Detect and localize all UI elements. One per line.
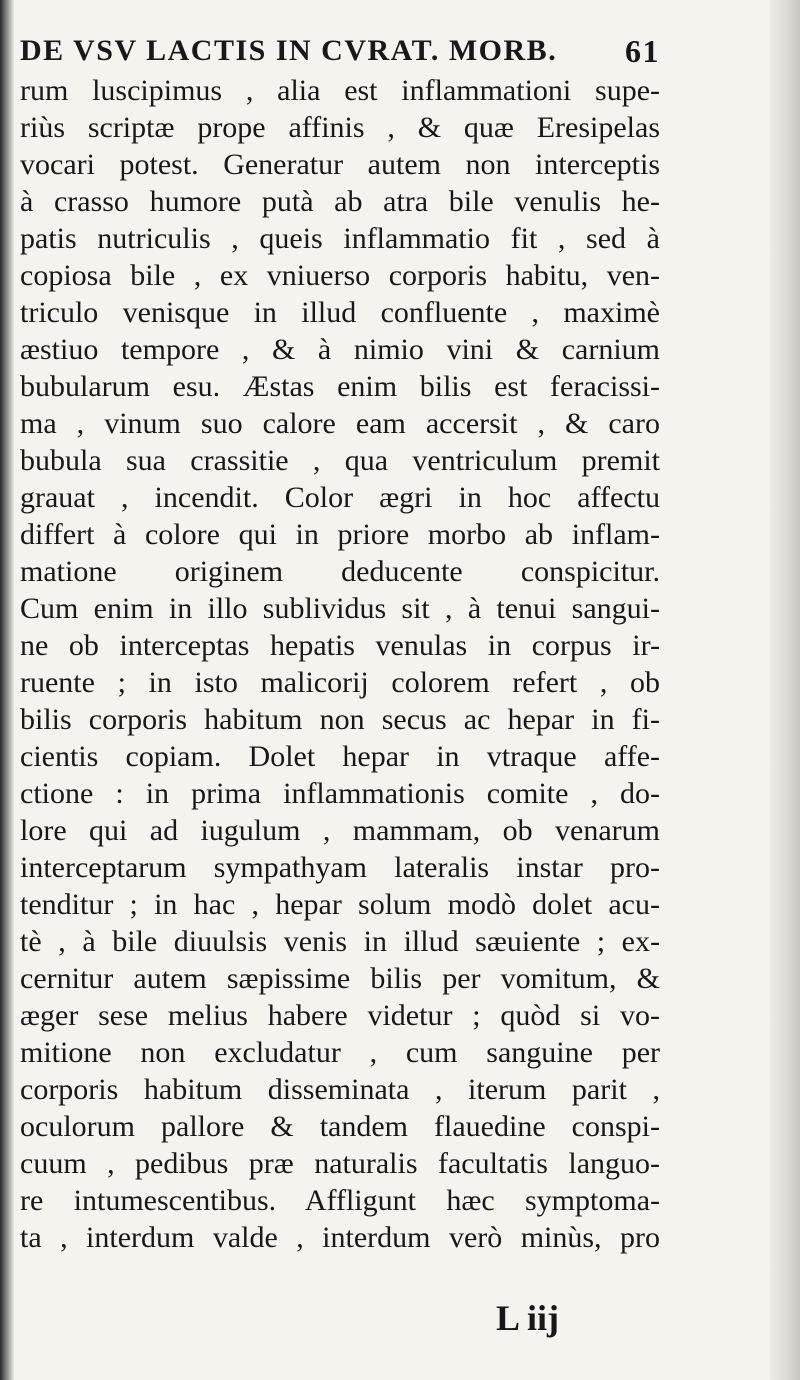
running-head-title: DE VSV LACTIS IN CVRAT. MORB. xyxy=(20,34,558,67)
text-line: ctione : in prima inflammationis comite , do- xyxy=(20,777,660,810)
page-fore-edge xyxy=(770,0,800,1380)
text-line: tenditur ; in hac , hepar solum modò dolet acu- xyxy=(20,888,660,921)
text-line: rum luscipimus , alia est inflammationi supe- xyxy=(20,74,660,107)
text-line: ne ob interceptas hepatis venulas in corpus ir- xyxy=(20,629,660,662)
text-line: ta , interdum valde , interdum verò minùs, pro xyxy=(20,1221,660,1254)
text-line: corporis habitum disseminata , iterum parit , xyxy=(20,1073,660,1106)
text-line: cernitur autem sæpissime bilis per vomitum, & xyxy=(20,962,660,995)
text-line: differt à colore qui in priore morbo ab inflam- xyxy=(20,518,660,551)
page-gutter-shadow xyxy=(0,0,14,1380)
text-line: tè , à bile diuulsis venis in illud sæuiente ; ex- xyxy=(20,925,660,958)
text-line: bubularum esu. Æstas enim bilis est feracissi- xyxy=(20,370,660,403)
text-line: ma , vinum suo calore eam accersit , & caro xyxy=(20,407,660,440)
text-line: à crasso humore putà ab atra bile venulis he- xyxy=(20,185,660,218)
text-line: re intumescentibus. Affligunt hæc symptoma- xyxy=(20,1184,660,1217)
text-line: cientis copiam. Dolet hepar in vtraque affe- xyxy=(20,740,660,773)
running-head xyxy=(20,28,660,74)
text-line: Cum enim in illo sublividus sit , à tenui sangui- xyxy=(20,592,660,625)
text-line: patis nutriculis , queis inflammatio fit , sed à xyxy=(20,222,660,255)
text-line: æstiuo tempore , & à nimio vini & carnium xyxy=(20,333,660,366)
text-line: æger sese melius habere videtur ; quòd si vo- xyxy=(20,999,660,1032)
text-line: mitione non excludatur , cum sanguine per xyxy=(20,1036,660,1069)
signature-mark: L iij xyxy=(496,1298,560,1338)
text-line: bilis corporis habitum non secus ac hepar in fi- xyxy=(20,703,660,736)
text-line: copiosa bile , ex vniuerso corporis habitu, ven- xyxy=(20,259,660,292)
text-line: ruente ; in isto malicorij colorem refert , ob xyxy=(20,666,660,699)
text-line: cuum , pedibus præ naturalis facultatis languo- xyxy=(20,1147,660,1180)
page-number: 61 xyxy=(625,33,660,69)
text-line: riùs scriptæ prope affinis , & quæ Eresipelas xyxy=(20,111,660,144)
text-line: bubula sua crassitie , qua ventriculum premit xyxy=(20,444,660,477)
text-line: oculorum pallore & tandem flauedine conspi- xyxy=(20,1110,660,1143)
text-line: grauat , incendit. Color ægri in hoc affectu xyxy=(20,481,660,514)
text-line: lore qui ad iugulum , mammam, ob venarum xyxy=(20,814,660,847)
text-line: triculo venisque in illud confluente , maximè xyxy=(20,296,660,329)
text-line: interceptarum sympathyam lateralis instar pro- xyxy=(20,851,660,884)
body-text xyxy=(20,72,660,1312)
text-line: vocari potest. Generatur autem non interceptis xyxy=(20,148,660,181)
text-line: matione originem deducente conspicitur. xyxy=(20,555,660,588)
